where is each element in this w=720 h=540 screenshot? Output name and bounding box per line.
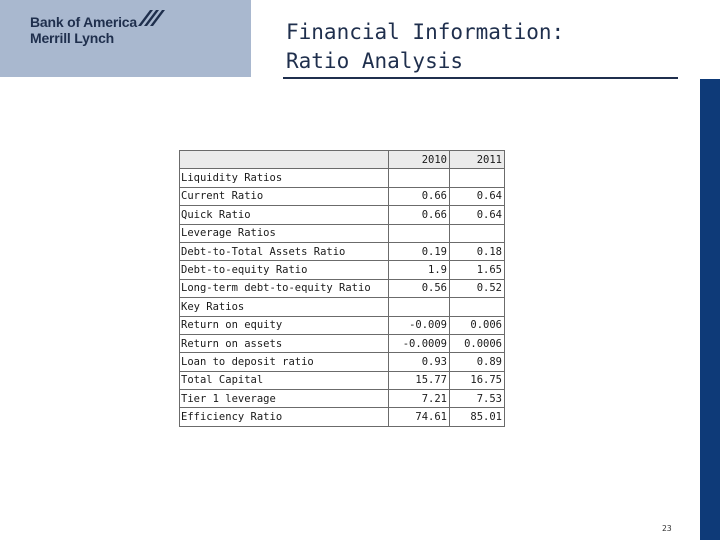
ratio-table [179, 150, 505, 427]
table-row [180, 390, 505, 408]
row-value-2010: 0.66 [389, 187, 450, 205]
row-value-2011: 85.01 [450, 408, 505, 426]
row-label: Current Ratio [180, 187, 389, 205]
row-value-2011: 0.89 [450, 353, 505, 371]
table-row [180, 206, 505, 224]
table-row [180, 334, 505, 352]
row-value-2010 [389, 224, 450, 242]
row-value-2011: 0.006 [450, 316, 505, 334]
row-value-2011: 7.53 [450, 390, 505, 408]
row-value-2010: 74.61 [389, 408, 450, 426]
table-row [180, 353, 505, 371]
logo-line-1: Bank of America [30, 14, 137, 30]
row-value-2011 [450, 169, 505, 187]
row-value-2010: 0.93 [389, 353, 450, 371]
row-value-2010: 15.77 [389, 371, 450, 389]
row-value-2010: 7.21 [389, 390, 450, 408]
logo-wordmark [30, 14, 137, 46]
page-title [286, 18, 564, 76]
row-label: Return on assets [180, 334, 389, 352]
row-label: Debt-to-Total Assets Ratio [180, 242, 389, 260]
row-label: Efficiency Ratio [180, 408, 389, 426]
row-label: Leverage Ratios [180, 224, 389, 242]
row-value-2011: 0.18 [450, 242, 505, 260]
row-value-2011 [450, 224, 505, 242]
row-value-2011 [450, 298, 505, 316]
row-value-2011: 1.65 [450, 261, 505, 279]
row-label: Debt-to-equity Ratio [180, 261, 389, 279]
side-accent-bar [700, 79, 720, 540]
header-cell-2011: 2011 [450, 151, 505, 169]
table-row [180, 242, 505, 260]
row-value-2010 [389, 169, 450, 187]
table-row [180, 371, 505, 389]
table-row [180, 316, 505, 334]
row-value-2010: 0.66 [389, 206, 450, 224]
table-header-row [180, 151, 505, 169]
row-value-2010: -0.009 [389, 316, 450, 334]
row-label: Total Capital [180, 371, 389, 389]
row-value-2011: 16.75 [450, 371, 505, 389]
title-underline [283, 77, 678, 79]
header-cell-label [180, 151, 389, 169]
logo-panel [0, 0, 251, 77]
table-row [180, 298, 505, 316]
row-value-2011: 0.64 [450, 206, 505, 224]
title-line-2: Ratio Analysis [286, 49, 464, 73]
header-cell-2010: 2010 [389, 151, 450, 169]
row-value-2010: -0.0009 [389, 334, 450, 352]
row-value-2011: 0.52 [450, 279, 505, 297]
table-row [180, 169, 505, 187]
logo-line-2: Merrill Lynch [30, 30, 115, 46]
row-label: Return on equity [180, 316, 389, 334]
row-value-2010 [389, 298, 450, 316]
table-row [180, 187, 505, 205]
row-label: Key Ratios [180, 298, 389, 316]
row-value-2010: 0.19 [389, 242, 450, 260]
row-label: Liquidity Ratios [180, 169, 389, 187]
row-label: Tier 1 leverage [180, 390, 389, 408]
row-label: Loan to deposit ratio [180, 353, 389, 371]
row-value-2011: 0.0006 [450, 334, 505, 352]
bank-of-america-flag-icon [134, 8, 166, 28]
row-value-2010: 1.9 [389, 261, 450, 279]
row-label: Long-term debt-to-equity Ratio [180, 279, 389, 297]
table-row [180, 261, 505, 279]
row-label: Quick Ratio [180, 206, 389, 224]
page-number: 23 [662, 524, 672, 533]
row-value-2010: 0.56 [389, 279, 450, 297]
title-line-1: Financial Information: [286, 20, 565, 44]
row-value-2011: 0.64 [450, 187, 505, 205]
table-row [180, 279, 505, 297]
table-row [180, 224, 505, 242]
table-row [180, 408, 505, 426]
